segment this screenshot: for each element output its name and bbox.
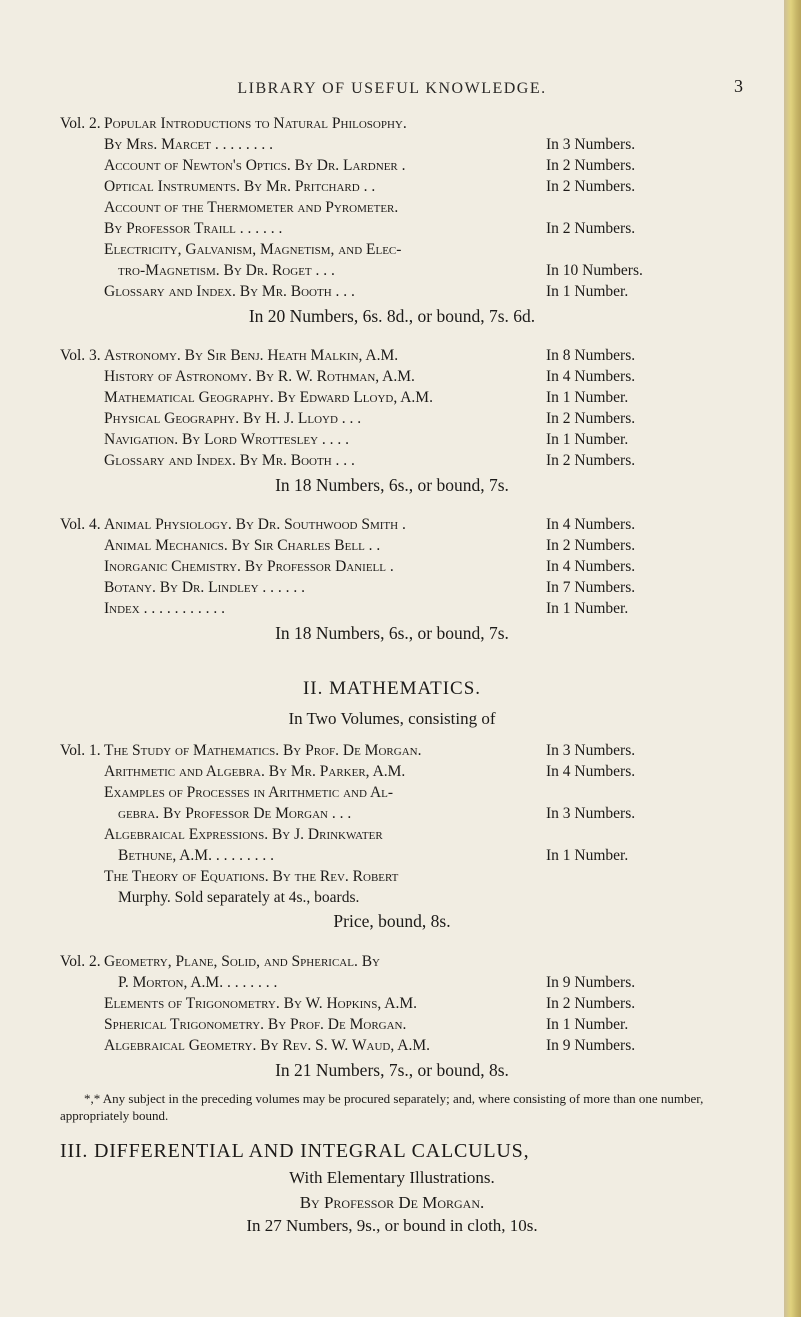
entry-title: Glossary and Index. By Mr. Booth . . . xyxy=(104,283,355,300)
entry-numbers: In 9 Numbers. xyxy=(546,974,636,991)
entry-title: Bethune, A.M. . . . . . . . . xyxy=(118,847,274,864)
entry-numbers: In 3 Numbers. xyxy=(546,742,636,759)
section-heading: III. DIFFERENTIAL AND INTEGRAL CALCULUS, xyxy=(60,1140,530,1162)
running-head: LIBRARY OF USEFUL KNOWLEDGE. xyxy=(237,80,547,97)
volume-label: Vol. 2. xyxy=(60,953,101,970)
entry-title: P. Morton, A.M. . . . . . . . xyxy=(118,974,278,991)
entry-numbers: In 3 Numbers. xyxy=(546,136,636,153)
entry-title: Mathematical Geography. By Edward Lloyd, A.M. xyxy=(104,389,433,406)
entry-numbers: In 4 Numbers. xyxy=(546,516,636,533)
entry-title: Astronomy. By Sir Benj. Heath Malkin, A.M. xyxy=(104,347,399,364)
entry-title: Spherical Trigonometry. By Prof. De Morgan. xyxy=(104,1016,407,1033)
volume-summary: In 18 Numbers, 6s., or bound, 7s. xyxy=(275,623,509,643)
section-subheading: In Two Volumes, consisting of xyxy=(288,709,496,728)
entry-numbers: In 8 Numbers. xyxy=(546,347,636,364)
entry-title: Examples of Processes in Arithmetic and Al- xyxy=(104,784,394,801)
entry-numbers: In 1 Number. xyxy=(546,431,629,448)
entry-title: Arithmetic and Algebra. By Mr. Parker, A.M. xyxy=(104,763,406,780)
section-subtitle: With Elementary Illustrations. xyxy=(289,1168,495,1187)
entry-title: Optical Instruments. By Mr. Pritchard . . xyxy=(104,178,376,195)
page-edge xyxy=(784,0,801,1317)
volume-summary: In 18 Numbers, 6s., or bound, 7s. xyxy=(275,475,509,495)
entry-title: Animal Mechanics. By Sir Charles Bell . . xyxy=(104,537,381,554)
page-number: 3 xyxy=(734,76,743,96)
entry-numbers: In 2 Numbers. xyxy=(546,537,636,554)
entry-title: Electricity, Galvanism, Magnetism, and Elec- xyxy=(104,241,402,258)
entry-numbers: In 2 Numbers. xyxy=(546,410,636,427)
entry-title: History of Astronomy. By R. W. Rothman, A.M. xyxy=(104,368,415,385)
entry-title: Algebraical Geometry. By Rev. S. W. Waud, A.M. xyxy=(104,1037,430,1054)
entry-title: Account of the Thermometer and Pyrometer. xyxy=(104,199,399,216)
volume-summary: In 20 Numbers, 6s. 8d., or bound, 7s. 6d. xyxy=(248,306,536,326)
entry-title: By Professor Traill . . . . . . xyxy=(104,220,283,237)
entry-numbers: In 1 Number. xyxy=(546,283,629,300)
entry-title: Account of Newton's Optics. By Dr. Lardner . xyxy=(104,157,406,174)
entry-numbers: In 1 Number. xyxy=(546,600,629,617)
entry-numbers: In 1 Number. xyxy=(546,389,629,406)
volume-label: Vol. 4. xyxy=(60,516,101,533)
entry-numbers: In 4 Numbers. xyxy=(546,558,636,575)
entry-numbers: In 2 Numbers. xyxy=(546,220,636,237)
entry-title: The Theory of Equations. By the Rev. Robert xyxy=(104,868,399,885)
entry-numbers: In 2 Numbers. xyxy=(546,452,636,469)
volume-summary: Price, bound, 8s. xyxy=(333,911,451,931)
entry-title: Index . . . . . . . . . . . xyxy=(104,600,225,617)
entry-title: Animal Physiology. By Dr. Southwood Smith . xyxy=(104,516,406,533)
section-price: In 27 Numbers, 9s., or bound in cloth, 10s. xyxy=(246,1216,538,1235)
entry-title: Glossary and Index. By Mr. Booth . . . xyxy=(104,452,355,469)
entry-title: Murphy. Sold separately at 4s., boards. xyxy=(118,889,360,906)
footnote: *,* Any subject in the preceding volumes may be procured separately; and, where consisting of more than one number, appropriately bound. xyxy=(60,1091,704,1123)
entry-title: Elements of Trigonometry. By W. Hopkins, A.M. xyxy=(104,995,417,1012)
entry-numbers: In 1 Number. xyxy=(546,1016,629,1033)
entry-numbers: In 4 Numbers. xyxy=(546,763,636,780)
entry-title: Botany. By Dr. Lindley . . . . . . xyxy=(104,579,306,596)
entry-title: Popular Introductions to Natural Philosophy. xyxy=(104,115,407,132)
entry-numbers: In 7 Numbers. xyxy=(546,579,636,596)
entry-numbers: In 4 Numbers. xyxy=(546,368,636,385)
entry-numbers: In 2 Numbers. xyxy=(546,995,636,1012)
entry-title: Inorganic Chemistry. By Professor Daniell . xyxy=(104,558,394,575)
volume-summary: In 21 Numbers, 7s., or bound, 8s. xyxy=(275,1060,509,1080)
entry-title: Algebraical Expressions. By J. Drinkwater xyxy=(104,826,383,843)
entry-title: The Study of Mathematics. By Prof. De Morgan. xyxy=(104,742,422,759)
volume-label: Vol. 3. xyxy=(60,347,101,364)
entry-title: Geometry, Plane, Solid, and Spherical. By xyxy=(104,953,380,970)
entry-numbers: In 2 Numbers. xyxy=(546,178,636,195)
entry-numbers: In 2 Numbers. xyxy=(546,157,636,174)
section-heading: II. MATHEMATICS. xyxy=(302,678,482,699)
entry-title: gebra. By Professor De Morgan . . . xyxy=(118,805,352,822)
section-author: By Professor De Morgan. xyxy=(299,1193,485,1212)
entry-title: tro-Magnetism. By Dr. Roget . . . xyxy=(118,262,335,279)
entry-numbers: In 1 Number. xyxy=(546,847,629,864)
entry-numbers: In 9 Numbers. xyxy=(546,1037,636,1054)
entry-title: By Mrs. Marcet . . . . . . . . xyxy=(104,136,273,153)
volume-label: Vol. 2. xyxy=(60,115,101,132)
volume-label: Vol. 1. xyxy=(60,742,101,759)
entry-numbers: In 3 Numbers. xyxy=(546,805,636,822)
entry-numbers: In 10 Numbers. xyxy=(546,262,643,279)
entry-title: Physical Geography. By H. J. Lloyd . . . xyxy=(104,410,362,427)
entry-title: Navigation. By Lord Wrottesley . . . . xyxy=(104,431,350,448)
